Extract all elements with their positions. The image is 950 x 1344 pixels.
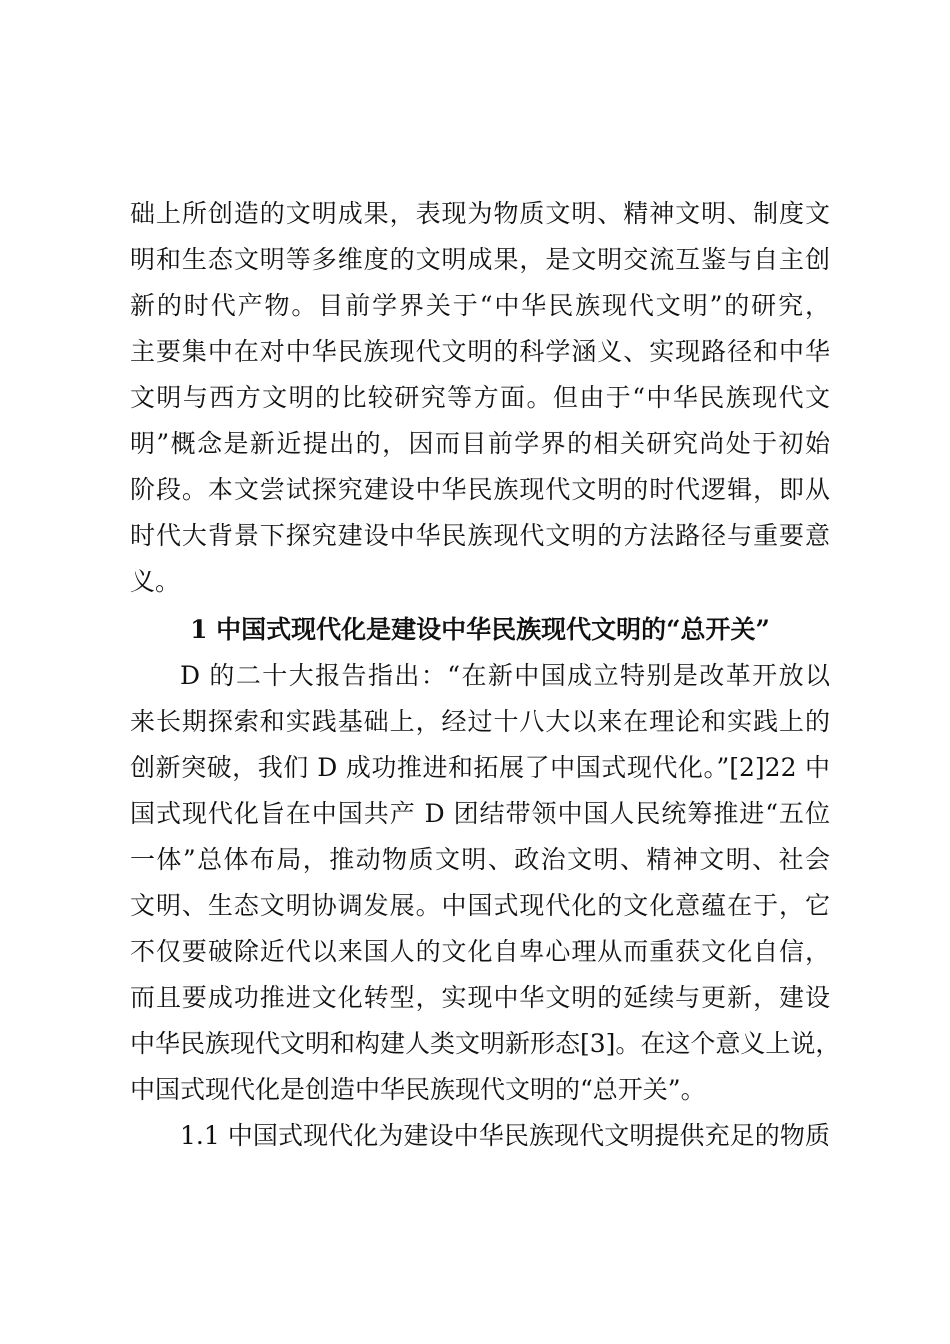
text-line: 主要集中在对中华民族现代文明的科学涵义、实现路径和中华 xyxy=(130,337,830,366)
text-line: 义。 xyxy=(130,567,181,596)
text-line: 中国式现代化是创造中华民族现代文明的“总开关”。 xyxy=(130,1075,706,1104)
text-line: 明”概念是新近提出的，因而目前学界的相关研究尚处于初始 xyxy=(130,429,830,458)
text-line: 阶段。本文尝试探究建设中华民族现代文明的时代逻辑，即从 xyxy=(130,475,830,504)
text-line: 文明与西方文明的比较研究等方面。但由于“中华民族现代文 xyxy=(130,383,830,412)
text-line: D 的二十大报告指出：“在新中国成立特别是改革开放以 xyxy=(180,661,830,690)
text-line: 时代大背景下探究建设中华民族现代文明的方法路径与重要意 xyxy=(130,521,830,550)
text-line: 而且要成功推进文化转型，实现中华文明的延续与更新，建设 xyxy=(130,983,830,1012)
text-line: 不仅要破除近代以来国人的文化自卑心理从而重获文化自信， xyxy=(130,937,830,966)
text-line: 国式现代化旨在中国共产 D 团结带领中国人民统筹推进“五位 xyxy=(130,799,830,828)
text-line: 中华民族现代文明和构建人类文明新形态[3]。在这个意义上说， xyxy=(130,1029,841,1058)
text-line: 创新突破，我们 D 成功推进和拓展了中国式现代化。”[2]22 中 xyxy=(130,753,830,782)
section-heading: 1 中国式现代化是建设中华民族现代文明的“总开关” xyxy=(190,615,770,644)
text-line: 来长期探索和实践基础上，经过十八大以来在理论和实践上的 xyxy=(130,707,830,736)
text-line: 础上所创造的文明成果，表现为物质文明、精神文明、制度文 xyxy=(130,199,830,228)
text-line: 文明、生态文明协调发展。中国式现代化的文化意蕴在于，它 xyxy=(130,891,830,920)
text-line: 新的时代产物。目前学界关于“中华民族现代文明”的研究， xyxy=(130,291,830,320)
text-line: 明和生态文明等多维度的文明成果，是文明交流互鉴与自主创 xyxy=(130,245,830,274)
text-line: 1.1 中国式现代化为建设中华民族现代文明提供充足的物质 xyxy=(180,1121,830,1150)
text-line: 一体”总体布局，推动物质文明、政治文明、精神文明、社会 xyxy=(130,845,830,874)
